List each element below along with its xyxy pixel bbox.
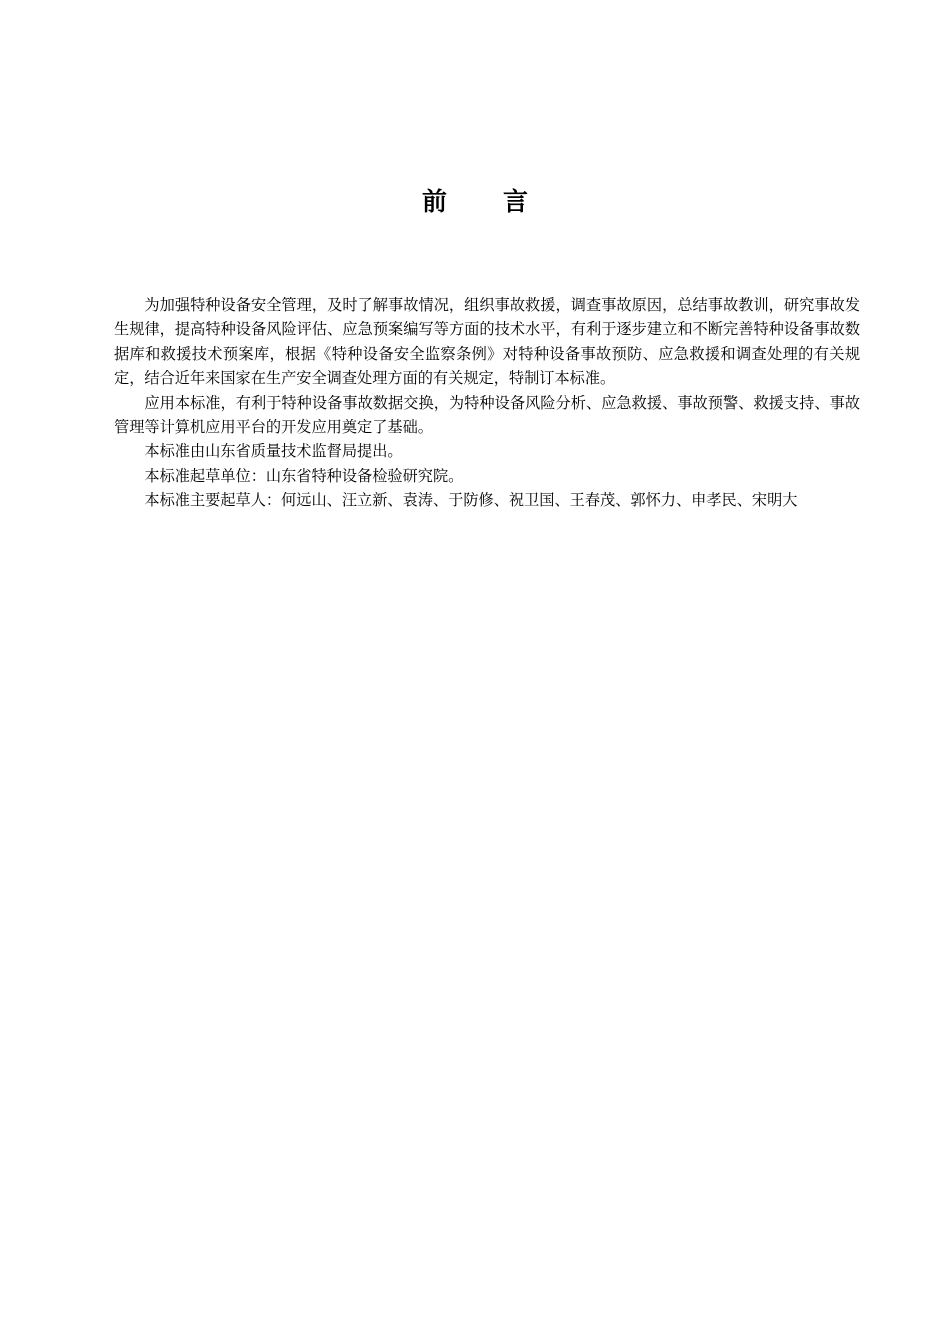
- paragraph-drafting-unit: 本标准起草单位：山东省特种设备检验研究院。: [144, 466, 464, 485]
- paragraph-proposer: 本标准由山东省质量技术监督局提出。: [144, 442, 403, 461]
- page-title: 前言: [421, 187, 584, 216]
- paragraph-purpose: 为加强特种设备安全管理，及时了解事故情况，组织事故救援，调查事故原因，总结事故教训，研究事故发生规律，提高特种设备风险评估、应急预案编写等方面的技术水平，有利于逐步建立和不断完善特种设备事故数据库和救援技术预案库，根据《特种设备安全监察条例》对特种设备事故预防、应急救援和调查处理的有关规定，结合近年来国家在生产安全调查处理方面的有关规定，特制订本标准。: [114, 296, 860, 388]
- foreword-body: [114, 293, 860, 513]
- paragraph-drafters: 本标准主要起草人：何远山、汪立新、袁涛、于防修、祝卫国、王春茂、郭怀力、申孝民、宋明大: [144, 491, 798, 510]
- paragraph-application: 应用本标准，有利于特种设备事故数据交换，为特种设备风险分析、应急救援、事故预警、救援支持、事故管理等计算机应用平台的开发应用奠定了基础。: [114, 393, 860, 437]
